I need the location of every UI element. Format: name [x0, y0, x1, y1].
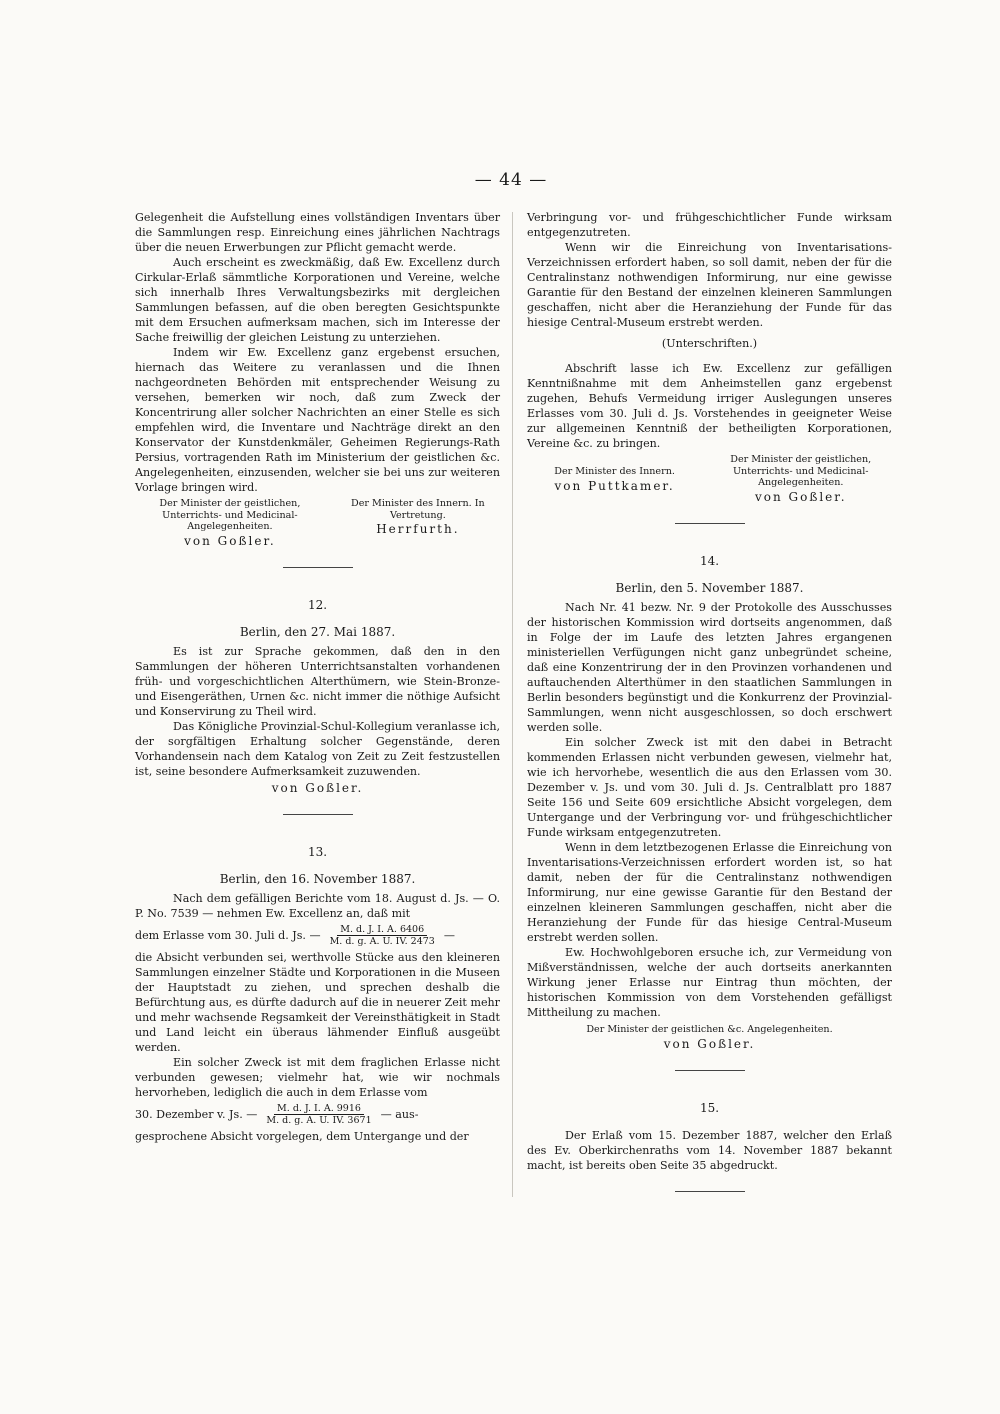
column-divider: [512, 212, 513, 1197]
paragraph: Gelegenheit die Aufstellung eines vollständigen Inventars über die Sammlungen resp. Einreichung eines jährlichen Nachtrags über die neuen Erwerbungen zur Pflicht gemacht werde.: [135, 211, 500, 254]
section-dateline: Berlin, den 16. November 1887.: [219, 871, 416, 886]
paragraph: Verbringung vor- und frühgeschichtlicher Funde wirksam entgegenzutreten.: [527, 211, 892, 239]
paragraph: Ew. Hochwohlgeboren ersuche ich, zur Vermeidung von Mißverständnissen, welche der auch dortseits anerkannten Wirkung jener Erlasse nur Eintrag thun möchten, der historischen Kommission von dem Vorstehenden gefälligst Mittheilung zu machen.: [527, 945, 892, 1019]
paragraph: Wenn in dem letztbezogenen Erlasse die Einreichung von Inventarisations-Verzeichnissen erfordert worden ist, so hat damit, neben der für die Centralinstanz nothwendigen Informirung, nur eine gewisse Garantie für den Bestand der einzelnen kleineren Sammlungen geschaffen, nicht aber die Heranziehung der Funde für das hiesige Central-Museum erstrebt werden sollen.: [527, 840, 892, 944]
fraction-numerator: M. d. J. I. A. 6406: [337, 924, 427, 936]
reference-line: [135, 1103, 500, 1126]
reference-text: dem Erlasse vom 30. Juli d. Js. —: [135, 928, 321, 942]
signature-name: von Goßler.: [184, 533, 276, 548]
signature-name: von Goßler.: [663, 1036, 756, 1051]
fraction-denominator: M. d. g. A. U. IV. 3671: [266, 1114, 372, 1126]
section-number: 15.: [699, 1100, 720, 1115]
signature-left: [527, 454, 702, 505]
signature-name: von Goßler.: [754, 489, 847, 504]
signature-block: [527, 454, 892, 505]
signature-right: [710, 454, 893, 505]
paragraph: Das Königliche Provinzial-Schul-Kollegium veranlasse ich, der sorgfältigen Erhaltung solcher Gegenstände, deren Vorhandensein nach dem Katalog von Zeit zu Zeit festzustellen ist, seine besondere Aufmerksamkeit zuzuwenden.: [135, 719, 500, 778]
paragraph: Nach dem gefälligen Berichte vom 18. August d. Js. — O. P. No. 7539 — nehmen Ew. Excellenz an, daß mit: [135, 891, 500, 920]
signature-name: von Puttkamer.: [554, 478, 675, 493]
signature-title: Der Minister der geistlichen, Unterrichts- und Medicinal-Angelegenheiten.: [730, 454, 872, 488]
paragraph: Wenn wir die Einreichung von Inventarisations-Verzeichnissen erfordert haben, so soll damit, neben der für die Centralinstanz nothwendigen Informirung, nur eine gewisse Garantie für den Bestand der einzelnen kleineren Sammlungen geschaffen, nicht aber die Heranziehung der Funde für das hiesige Central-Museum erstrebt werden.: [527, 241, 892, 329]
signature-title: Der Minister der geistlichen &c. Angelegenheiten.: [586, 1023, 833, 1035]
fraction-denominator: M. d. g. A. U. IV. 2473: [329, 935, 435, 947]
fraction-numerator: M. d. J. I. A. 9916: [274, 1103, 364, 1115]
paragraph: Es ist zur Sprache gekommen, daß den in den Sammlungen der höheren Unterrichtsanstalten vorhandenen früh- und vorgeschichtlichen Alterthümern, wie Stein-Bronze- und Eisengeräthen, Urnen &c. nicht immer die nöthige Aufsicht und Konservirung zu Theil wird.: [135, 644, 500, 718]
signature-block: [135, 498, 500, 549]
paragraph: Ein solcher Zweck ist mit den dabei in Betracht kommenden Erlassen nicht verbunden gewesen, vielmehr hat, wie ich hervorhebe, wesentlich die aus den Erlassen vom 30. Dezember v. Js. und vom 30. Juli d. Js. Centralblatt pro 1887 Seite 156 und Seite 609 ersichtliche Absicht vorgelegen, dem Untergange und der Verbringung vor- und frühgeschichtlicher Funde wirksam entgegenzutreten.: [527, 735, 892, 839]
paragraph: Ein solcher Zweck ist mit dem fraglichen Erlasse nicht verbunden gewesen; vielmehr hat, wie wir nochmals hervorheben, lediglich die auch in dem Erlasse vom: [135, 1055, 500, 1099]
reference-fraction: [327, 924, 438, 947]
right-column: [527, 210, 892, 1192]
section-divider: [675, 1070, 745, 1071]
section-divider: [283, 814, 353, 815]
reference-line: [135, 924, 500, 947]
reference-text: —: [443, 928, 455, 942]
signature-title: Der Minister der geistlichen, Unterrichts- und Medicinal-Angelegenheiten.: [159, 498, 301, 532]
signature-title: Der Minister des Innern.: [554, 466, 675, 477]
section-number: 13.: [307, 844, 328, 859]
paragraph: Auch erscheint es zweckmäßig, daß Ew. Excellenz durch Cirkular-Erlaß sämmtliche Korporationen und Vereine, welche sich innerhalb Ihres Verwaltungsbezirks mit dergleichen Sammlungen befassen, auf die oben beregten Gesichtspunkte mit dem Ersuchen aufmerksam machen, sich im Interesse der Sache freiwillig der gleichen Leistung zu unterziehen.: [135, 256, 500, 344]
paragraph: die Absicht verbunden sei, werthvolle Stücke aus den kleineren Sammlungen einzelner Städte und Korporationen in die Museen der Hauptstadt zu ziehen, und sprechen deshalb die Befürchtung aus, es dürfte dadurch auf die in neuerer Zeit mehr und mehr wachsende Regsamkeit der Vereinsthätigkeit in Stadt und Land leicht ein überaus lähmender Einfluß ausgeübt werden.: [135, 950, 500, 1054]
page-number: — 44 —: [474, 170, 548, 190]
paragraph: gesprochene Absicht vorgelegen, dem Untergange und der: [135, 1129, 469, 1143]
reference-text: 30. Dezember v. Js. —: [135, 1107, 258, 1121]
section-number: 12.: [307, 597, 328, 612]
paragraph: Nach Nr. 41 bezw. Nr. 9 der Protokolle des Ausschusses der historischen Kommission wird dortseits angenommen, daß in Folge der im Laufe des letzten Jahres ergangenen ministeriellen Verfügungen nicht ganz unbegründet scheine, daß eine Konzentrirung der in den Provinzen vorhandenen und auftauchenden Alterthümer in den staatlichen Sammlungen in Berlin besonders begünstigt und die Konkurrenz der Provinzial-Sammlungen, wenn nicht ausgeschlossen, so doch erschwert werden solle.: [527, 600, 892, 734]
signature-title: Der Minister des Innern. In Vertretung.: [351, 498, 485, 521]
section-dateline: Berlin, den 5. November 1887.: [615, 580, 804, 595]
signature-left: [135, 498, 325, 549]
section-divider: [283, 567, 353, 568]
section-dateline: Berlin, den 27. Mai 1887.: [239, 624, 396, 639]
signature-name: Herrfurth.: [376, 522, 460, 536]
section-divider: [675, 523, 745, 524]
section-number: 14.: [699, 553, 720, 568]
reference-fraction: [263, 1103, 374, 1126]
reference-text: — aus-: [380, 1107, 419, 1121]
section-divider: [675, 1191, 745, 1192]
left-column: [135, 210, 500, 1144]
paragraph: Abschrift lasse ich Ew. Excellenz zur gefälligen Kenntnißnahme mit dem Anheimstellen ganz ergebenst zugehen, Behufs Vermeidung irriger Auslegungen unseres Erlasses vom 30. Juli d. Js. Vorstehendes in geeigneter Weise zur allgemeinen Kenntniß der betheiligten Korporationen, Vereine &c. zu bringen.: [527, 362, 892, 450]
signature-right: [336, 498, 500, 549]
signature-name: von Goßler.: [271, 780, 364, 795]
paragraph: Der Erlaß vom 15. Dezember 1887, welcher den Erlaß des Ev. Oberkirchenraths vom 14. November 1887 bekannt macht, ist bereits oben Seite 35 abgedruckt.: [527, 1128, 892, 1172]
paragraph: Indem wir Ew. Excellenz ganz ergebenst ersuchen, hiernach das Weitere zu veranlassen und die Ihnen nachgeordneten Behörden mit entsprechender Weisung zu versehen, bemerken wir noch, daß zum Zweck der Koncentrirung aller solcher Nachrichten an einer Stelle es sich empfehlen wird, die Inventare und Nachträge direkt an den Konservator der Kunstdenkmäler, Geheimen Regierungs-Rath Persius, vortragenden Rath im Ministerium der geistlichen &c. Angelegenheiten, einzusenden, welcher sie bei uns zur weiteren Vorlage bringen wird.: [135, 346, 500, 494]
signatures-note: (Unterschriften.): [661, 337, 758, 350]
